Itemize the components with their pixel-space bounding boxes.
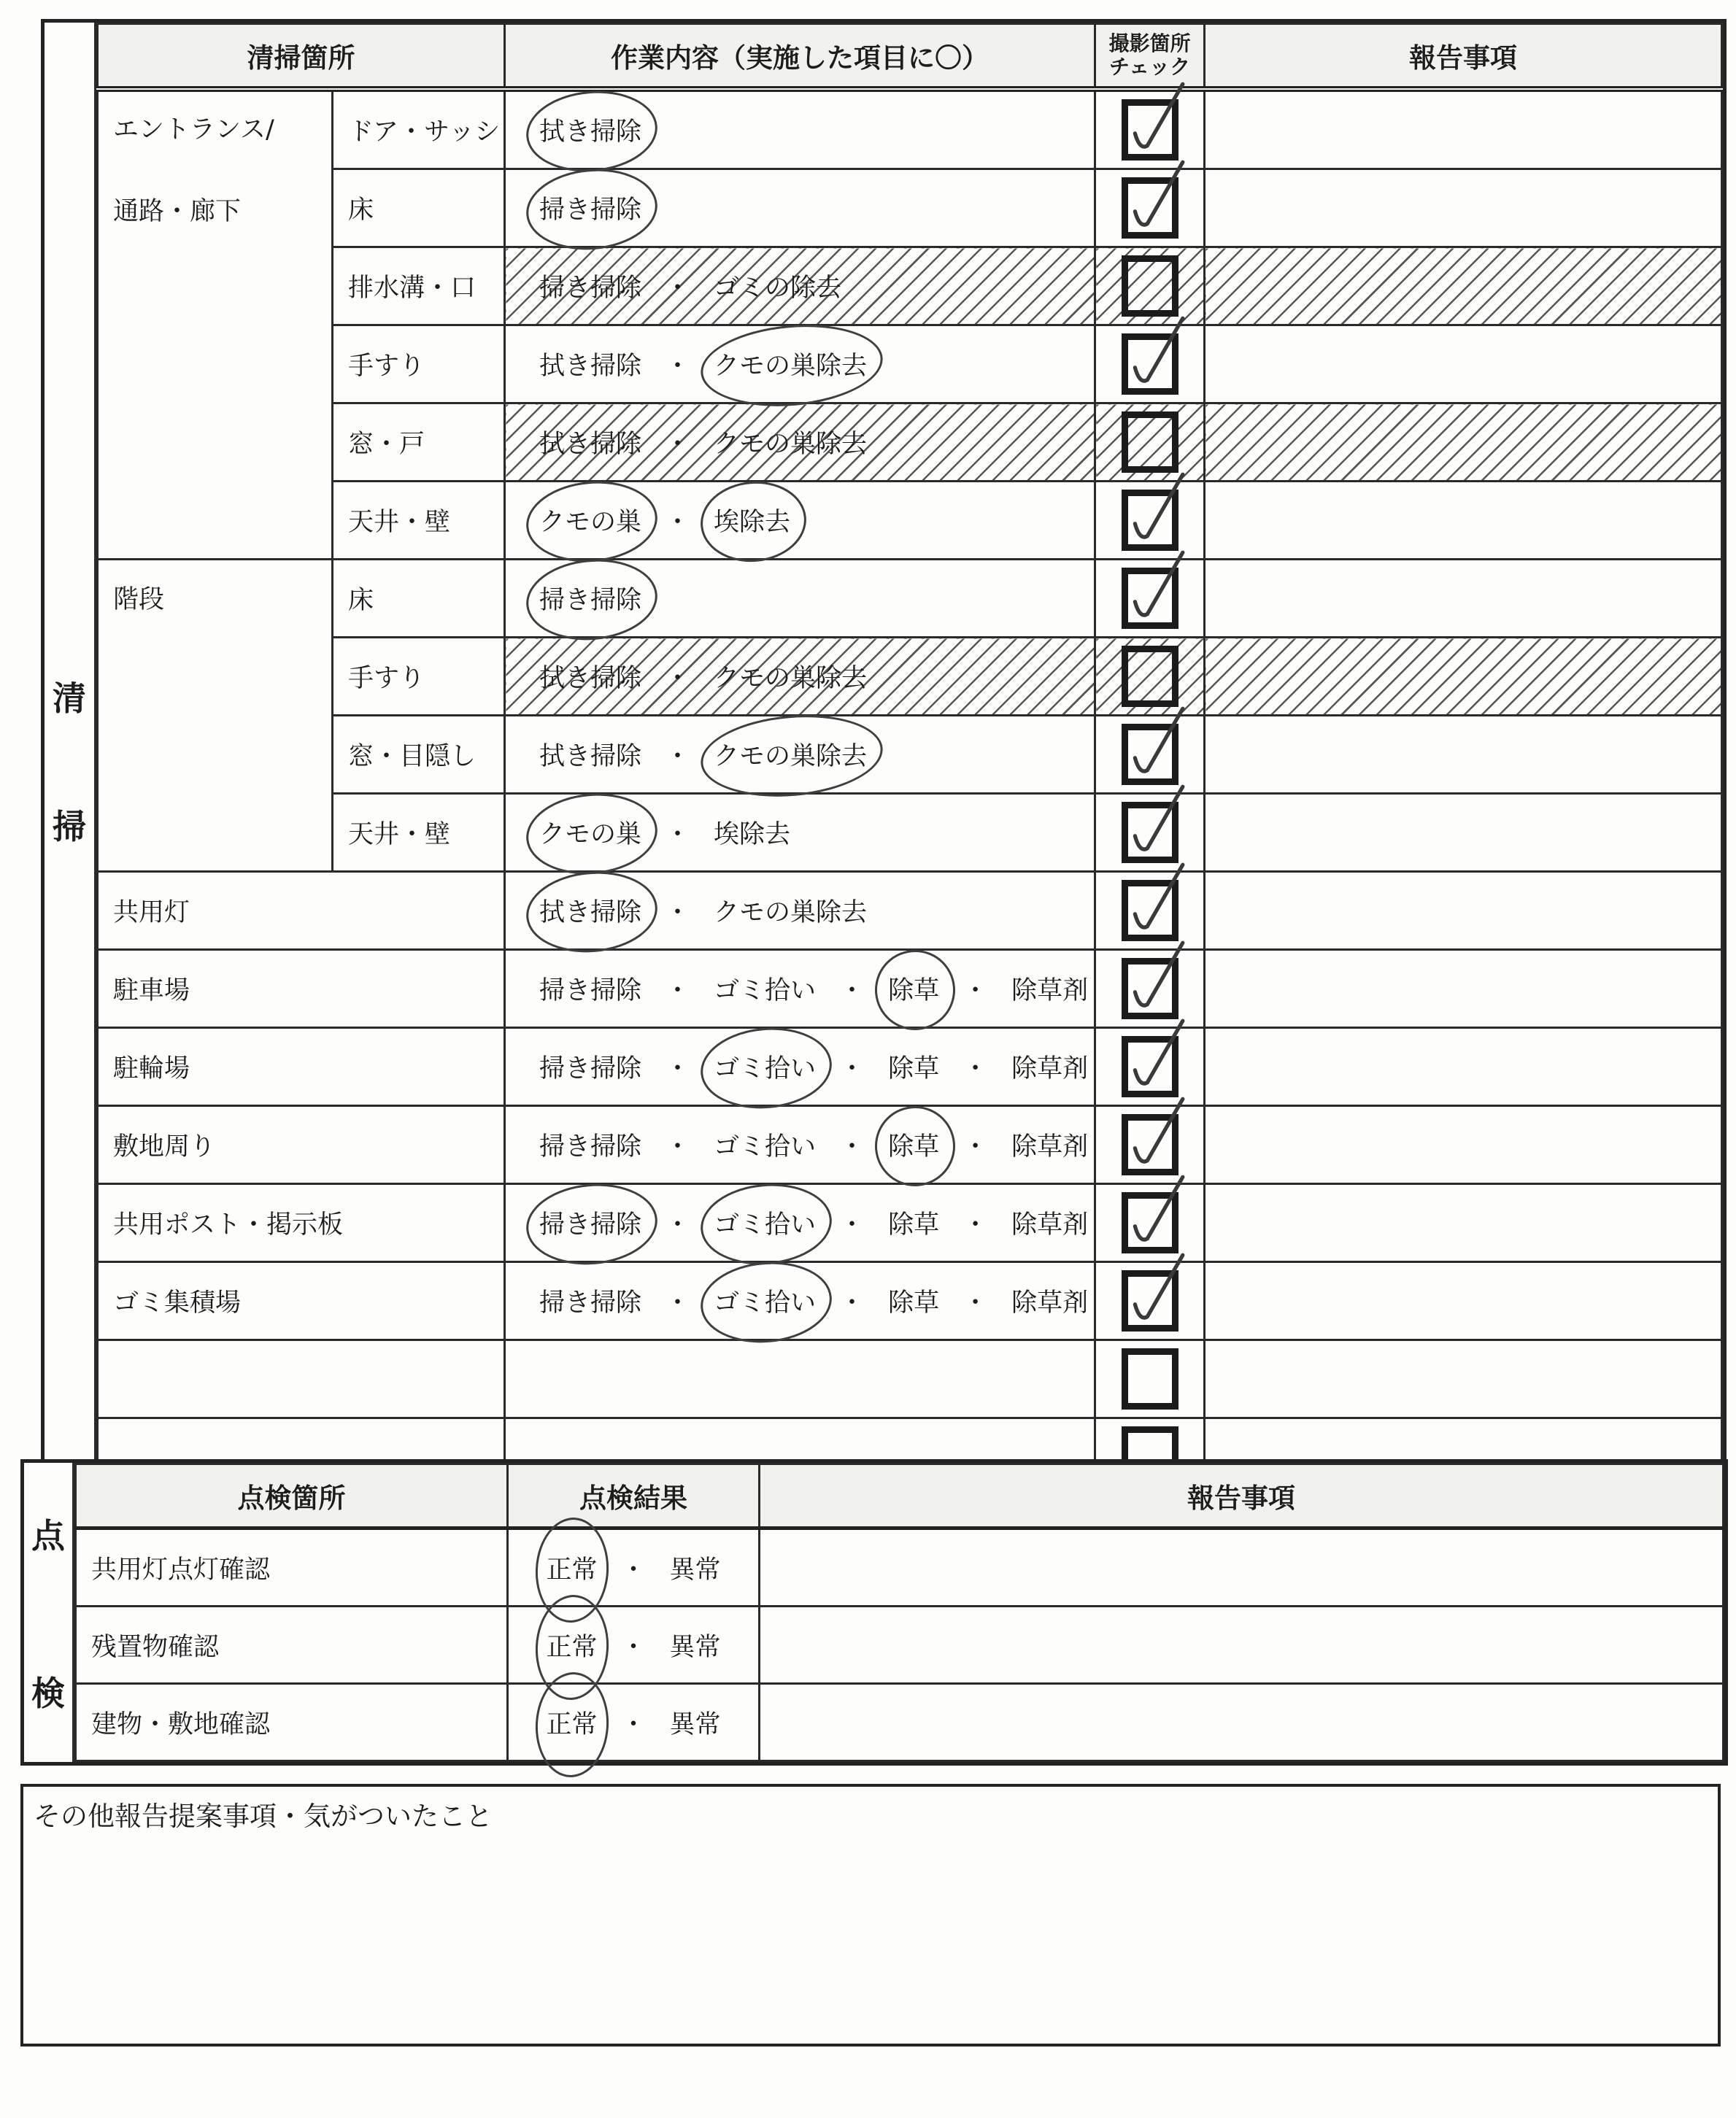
location-label: 駐車場	[98, 950, 505, 1028]
option-separator: ・	[839, 1288, 865, 1318]
work-cell	[505, 247, 1095, 325]
photo-check-cell	[1095, 169, 1205, 247]
section-char: 掃	[53, 806, 86, 846]
photo-checkbox[interactable]	[1122, 1036, 1178, 1097]
option-separator: ・	[665, 820, 691, 849]
option-separator: ・	[665, 1288, 691, 1318]
result-option[interactable]: 異常	[669, 1632, 721, 1662]
work-option[interactable]: ゴミ拾い	[708, 1281, 822, 1321]
report-cell	[1205, 482, 1722, 560]
inspection-table	[74, 1463, 1724, 1762]
work-option[interactable]: クモの巣除去	[708, 344, 873, 384]
report-cell	[1205, 716, 1722, 794]
location-label: 共用灯	[98, 872, 505, 950]
photo-checkbox[interactable]	[1122, 802, 1178, 863]
work-option[interactable]: 除草剤	[1011, 976, 1089, 1005]
group-label: エントランス/	[113, 115, 274, 144]
work-option[interactable]: クモの巣	[533, 500, 647, 540]
option-separator: ・	[665, 664, 691, 693]
cleaning-row	[98, 1262, 1722, 1340]
check-mark-icon	[1122, 704, 1192, 789]
section-char: 点	[31, 1516, 65, 1555]
check-mark-icon	[1122, 548, 1192, 633]
cleaning-row	[98, 169, 1722, 247]
option-separator: ・	[665, 1210, 691, 1240]
work-option[interactable]: 掃き掃除	[539, 1288, 642, 1318]
report-cell	[1205, 1106, 1722, 1184]
notes-box[interactable]	[20, 1784, 1721, 2047]
inspection-location-label: 共用灯点灯確認	[76, 1528, 508, 1607]
cleaning-table	[96, 23, 1723, 1497]
location-label: 手すり	[333, 638, 505, 716]
photo-checkbox[interactable]	[1122, 880, 1178, 941]
photo-check-cell	[1095, 560, 1205, 638]
inspection-section-label	[24, 1463, 74, 1762]
photo-check-cell	[1095, 1262, 1205, 1340]
result-option[interactable]: 正常	[540, 1626, 603, 1665]
option-separator: ・	[665, 976, 691, 1005]
work-option[interactable]: ゴミ拾い	[708, 1047, 822, 1086]
work-cell	[505, 950, 1095, 1028]
location-label: 共用ポスト・掲示板	[98, 1184, 505, 1262]
check-mark-icon	[1122, 938, 1192, 1023]
work-cell	[505, 1106, 1095, 1184]
location-label: 敷地周り	[98, 1106, 505, 1184]
check-mark-icon	[1122, 1094, 1192, 1179]
location-label: 排水溝・口	[333, 247, 505, 325]
work-cell	[505, 872, 1095, 950]
check-mark-icon	[1122, 1016, 1192, 1101]
work-option[interactable]: 除草剤	[1011, 1288, 1089, 1318]
work-option[interactable]: 拭き掃除	[539, 430, 642, 459]
report-cell	[1205, 794, 1722, 872]
photo-checkbox[interactable]	[1122, 646, 1178, 707]
photo-checkbox[interactable]	[1122, 490, 1178, 551]
work-cell	[505, 403, 1095, 482]
location-label: ゴミ集積場	[98, 1262, 505, 1340]
option-separator: ・	[839, 1132, 865, 1162]
work-option[interactable]: 拭き掃除	[539, 664, 642, 693]
location-label: 天井・壁	[333, 794, 505, 872]
report-cell	[760, 1607, 1724, 1684]
report-cell	[1205, 247, 1722, 325]
header-inspection-location: 点検箇所	[76, 1464, 508, 1528]
report-cell	[1205, 169, 1722, 247]
header-photo-check: 撮影箇所 チェック	[1095, 24, 1205, 90]
work-cell	[505, 325, 1095, 403]
cleaning-row	[98, 247, 1722, 325]
photo-checkbox[interactable]	[1122, 958, 1178, 1019]
option-separator: ・	[665, 274, 691, 303]
inspection-row	[76, 1607, 1724, 1684]
check-mark-icon	[1122, 470, 1192, 554]
photo-check-cell	[1095, 325, 1205, 403]
work-cell	[505, 169, 1095, 247]
work-option[interactable]: クモの巣除去	[708, 735, 873, 774]
result-option[interactable]: 正常	[540, 1548, 603, 1588]
work-option[interactable]: 掃き掃除	[539, 274, 642, 303]
work-option[interactable]: 除草剤	[1011, 1054, 1089, 1083]
cleaning-row	[98, 403, 1722, 482]
cleaning-table-section	[41, 19, 1727, 1501]
result-option[interactable]: 異常	[669, 1555, 721, 1585]
work-option[interactable]: クモの巣	[533, 813, 647, 852]
option-separator: ・	[839, 1054, 865, 1083]
option-separator: ・	[665, 430, 691, 459]
location-label: 手すり	[333, 325, 505, 403]
report-cell	[1205, 1340, 1722, 1418]
section-char: 清	[53, 678, 86, 718]
header-location: 清掃箇所	[98, 24, 505, 90]
option-separator: ・	[962, 1132, 989, 1162]
work-option[interactable]: 除草剤	[1011, 1210, 1089, 1240]
work-option[interactable]: 除草	[888, 1288, 940, 1318]
work-option[interactable]: 掃き掃除	[539, 976, 642, 1005]
cleaning-row	[98, 325, 1722, 403]
work-option[interactable]: 拭き掃除	[539, 352, 642, 381]
check-mark-icon	[1122, 860, 1192, 945]
location-label: 駐輪場	[98, 1028, 505, 1106]
work-option[interactable]: クモの巣除去	[714, 898, 868, 927]
work-option[interactable]: 除草	[882, 969, 945, 1008]
option-separator: ・	[962, 1054, 989, 1083]
report-cell	[1205, 872, 1722, 950]
photo-checkbox[interactable]	[1122, 1114, 1178, 1175]
work-cell	[505, 1028, 1095, 1106]
report-cell	[1205, 950, 1722, 1028]
inspection-location-label: 残置物確認	[76, 1607, 508, 1684]
report-cell	[1205, 403, 1722, 482]
group-label: 通路・廊下	[113, 197, 242, 226]
option-separator: ・	[962, 1288, 989, 1318]
work-option[interactable]: 掃き掃除	[539, 1132, 642, 1162]
cleaning-section-label	[45, 23, 96, 1497]
cleaning-row	[98, 794, 1722, 872]
check-mark-icon	[1122, 1251, 1192, 1335]
work-option[interactable]: 埃除去	[708, 500, 796, 540]
option-separator: ・	[665, 508, 691, 537]
work-option[interactable]: 除草	[882, 1125, 945, 1164]
work-option[interactable]: 拭き掃除	[539, 742, 642, 771]
result-option[interactable]: 異常	[669, 1709, 721, 1739]
photo-checkbox[interactable]	[1122, 411, 1178, 473]
report-cell	[1205, 638, 1722, 716]
option-separator: ・	[665, 1132, 691, 1162]
cleaning-row	[98, 1106, 1722, 1184]
inspection-result-cell	[508, 1528, 760, 1607]
location-label: 窓・戸	[333, 403, 505, 482]
header-work: 作業内容（実施した項目に〇）	[505, 24, 1095, 90]
inspection-header-row	[76, 1464, 1724, 1528]
photo-checkbox[interactable]	[1122, 724, 1178, 785]
work-option[interactable]: ゴミの除去	[714, 274, 842, 303]
inspection-table-section	[20, 1459, 1728, 1766]
group-label: 階段	[113, 585, 165, 614]
location-label: 天井・壁	[333, 482, 505, 560]
photo-checkbox[interactable]	[1122, 255, 1178, 317]
work-cell	[505, 1340, 1095, 1418]
location-label: 床	[333, 169, 505, 247]
work-option[interactable]: ゴミ拾い	[714, 1132, 817, 1162]
work-option[interactable]: ゴミ拾い	[714, 976, 817, 1005]
work-cell	[505, 1262, 1095, 1340]
result-option[interactable]: 正常	[540, 1703, 603, 1742]
location-label: 窓・目隠し	[333, 716, 505, 794]
work-cell	[505, 482, 1095, 560]
header-inspection-result: 点検結果	[508, 1464, 760, 1528]
photo-checkbox[interactable]	[1122, 177, 1178, 239]
report-cell	[1205, 1262, 1722, 1340]
work-option[interactable]: 拭き掃除	[533, 891, 647, 930]
option-separator: ・	[620, 1709, 647, 1739]
photo-checkbox[interactable]	[1122, 1192, 1178, 1253]
location-label	[98, 1340, 505, 1418]
check-mark-icon	[1122, 782, 1192, 867]
photo-checkbox[interactable]	[1122, 1348, 1178, 1410]
cleaning-row	[98, 950, 1722, 1028]
location-group-stairs	[98, 560, 333, 872]
option-separator: ・	[962, 976, 989, 1005]
work-option[interactable]: 除草	[888, 1054, 940, 1083]
photo-check-cell	[1095, 1340, 1205, 1418]
photo-checkbox[interactable]	[1122, 1270, 1178, 1332]
section-char: 検	[31, 1674, 65, 1713]
cleaning-row	[98, 872, 1722, 950]
work-option[interactable]: 掃き掃除	[539, 1054, 642, 1083]
option-separator: ・	[665, 742, 691, 771]
cleaning-row	[98, 1028, 1722, 1106]
cleaning-header-row	[98, 24, 1722, 90]
report-cell	[1205, 560, 1722, 638]
cleaning-row	[98, 716, 1722, 794]
location-label: ドア・サッシ	[333, 89, 505, 169]
work-option[interactable]: ゴミ拾い	[708, 1203, 822, 1242]
cleaning-row	[98, 1184, 1722, 1262]
inspection-location-label: 建物・敷地確認	[76, 1684, 508, 1761]
option-separator: ・	[620, 1555, 647, 1585]
check-mark-icon	[1122, 1172, 1192, 1257]
work-option[interactable]: 埃除去	[714, 820, 791, 849]
inspection-result-cell	[508, 1684, 760, 1761]
inspection-row	[76, 1684, 1724, 1761]
work-option[interactable]: 除草剤	[1011, 1132, 1089, 1162]
location-label: 床	[333, 560, 505, 638]
work-cell	[505, 89, 1095, 169]
work-option[interactable]: クモの巣除去	[714, 430, 868, 459]
photo-checkbox[interactable]	[1122, 99, 1178, 161]
inspection-result-cell	[508, 1607, 760, 1684]
option-separator: ・	[665, 1054, 691, 1083]
cleaning-row	[98, 1340, 1722, 1418]
report-cell	[760, 1684, 1724, 1761]
cleaning-row	[98, 482, 1722, 560]
report-cell	[1205, 89, 1722, 169]
location-group-entrance	[98, 89, 333, 560]
work-cell	[505, 638, 1095, 716]
photo-checkbox[interactable]	[1122, 568, 1178, 629]
option-separator: ・	[839, 976, 865, 1005]
header-inspection-report: 報告事項	[760, 1464, 1724, 1528]
option-separator: ・	[962, 1210, 989, 1240]
check-mark-icon	[1122, 314, 1192, 398]
work-option[interactable]: 掃き掃除	[533, 1203, 647, 1242]
cleaning-row	[98, 560, 1722, 638]
cleaning-row	[98, 638, 1722, 716]
work-option[interactable]: クモの巣除去	[714, 664, 868, 693]
check-mark-icon	[1122, 80, 1192, 164]
work-option[interactable]: 拭き掃除	[533, 110, 647, 150]
inspection-row	[76, 1528, 1724, 1607]
work-cell	[505, 794, 1095, 872]
photo-checkbox[interactable]	[1122, 333, 1178, 395]
work-option[interactable]: 掃き掃除	[533, 579, 647, 618]
work-cell	[505, 716, 1095, 794]
header-report: 報告事項	[1205, 24, 1722, 90]
report-cell	[760, 1528, 1724, 1607]
work-option[interactable]: 掃き掃除	[533, 188, 647, 228]
work-cell	[505, 1184, 1095, 1262]
report-cell	[1205, 1184, 1722, 1262]
cleaning-row	[98, 89, 1722, 169]
option-separator: ・	[665, 352, 691, 381]
work-option[interactable]: 除草	[888, 1210, 940, 1240]
notes-label: その他報告提案事項・気がついたこと	[34, 1801, 493, 1832]
option-separator: ・	[839, 1210, 865, 1240]
report-cell	[1205, 1028, 1722, 1106]
option-separator: ・	[620, 1632, 647, 1662]
check-mark-icon	[1122, 158, 1192, 242]
option-separator: ・	[665, 898, 691, 927]
report-cell	[1205, 325, 1722, 403]
work-cell	[505, 560, 1095, 638]
